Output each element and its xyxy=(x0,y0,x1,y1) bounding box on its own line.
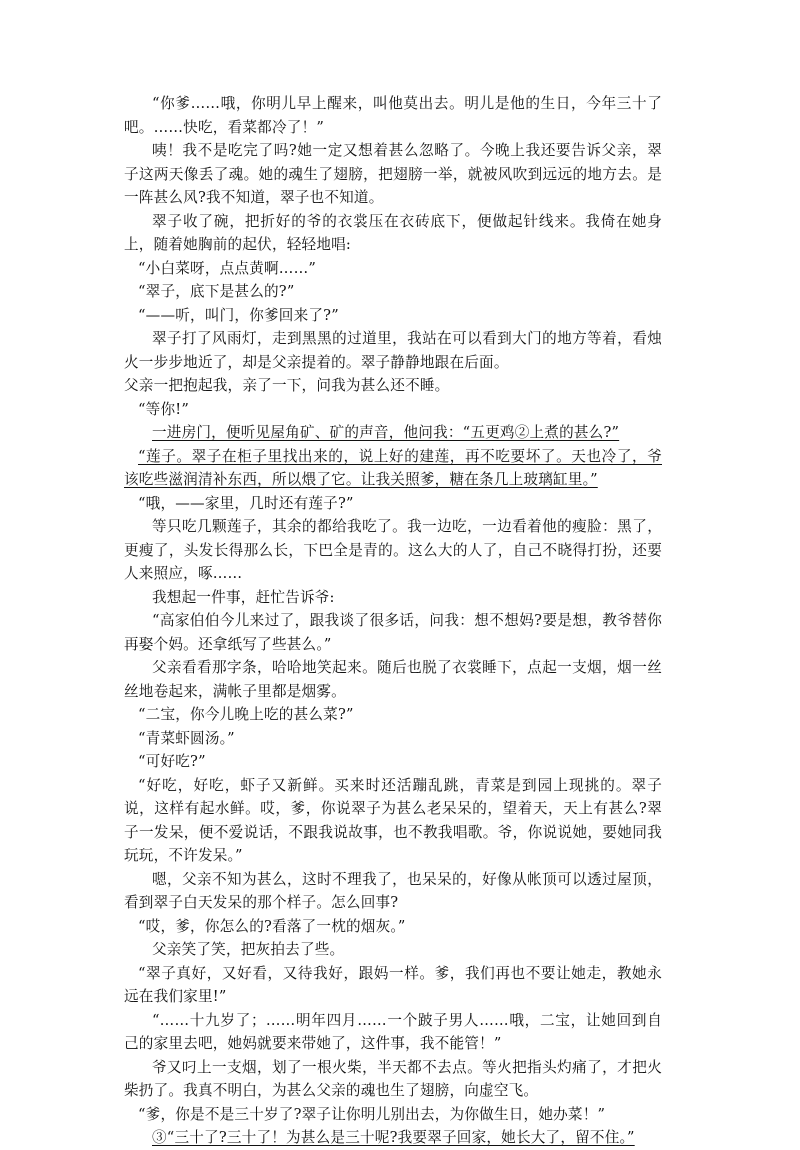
paragraph: “可好吃?” xyxy=(138,753,206,770)
paragraph: “爹，你是不是三十岁了?翠子让你明儿别出去，为你做生日，她办菜！” xyxy=(138,1105,606,1123)
paragraph: 父亲看看那字条，哈哈地笑起来。随后也脱了衣裳睡下，点起一支烟，烟一丝丝地卷起来，满帐子里都是烟雾。 xyxy=(124,659,662,700)
paragraph: “哦，——家里，几时还有莲子?” xyxy=(138,494,354,512)
underlined-paragraph: 一进房门，便听见屋角矿、矿的声音，他问我：“五更鸡②上煮的甚么?” xyxy=(152,424,620,441)
body-text xyxy=(124,92,662,1150)
paragraph: “哎，爹，你怎么的?看落了一枕的烟灰。” xyxy=(138,917,406,935)
paragraph: 咦！我不是吃完了吗?她一定又想着甚么忽略了。今晚上我还要告诉父亲，翠子这两天像丢了魂。她的魂生了翅膀，把翅膀一举，就被风吹到远远的地方去。是一阵甚么风?我不知道，翠子也不知道。 xyxy=(124,142,662,206)
paragraph: 等只吃几颗莲子，其余的都给我吃了。我一边吃，一边看着他的瘦脸：黑了，更瘦了，头发长得那么长，下巴全是青的。这么大的人了，自己不晓得打扮，还要人来照应，啄…… xyxy=(124,518,662,582)
paragraph: “……十九岁了；……明年四月……一个跛子男人……哦，二宝，让她回到自己的家里去吧，她妈就要来带她了，这件事，我不能管！” xyxy=(124,1011,662,1052)
paragraph: “高家伯伯今儿来过了，跟我谈了很多话，问我：想不想妈?要是想，教爷替你再娶个妈。还拿纸写了些甚么。” xyxy=(124,612,662,653)
paragraph: 嗯，父亲不知为甚么，这时不理我了，也呆呆的，好像从帐顶可以透过屋顶，看到翠子白天发呆的那个样子。怎么回事? xyxy=(124,870,662,911)
paragraph: 爷又叼上一支烟，划了一根火柴，半天都不去点。等火把指头灼痛了，才把火柴扔了。我真不明白，为甚么父亲的魂也生了翅膀，向虚空飞。 xyxy=(124,1058,662,1099)
paragraph: 翠子打了风雨灯，走到黑黑的过道里，我站在可以看到大门的地方等着，看烛火一步步地近了，却是父亲提着的。翠子静静地跟在后面。 xyxy=(124,330,662,371)
underlined-paragraph: “莲子。翠子在柜子里找出来的，说上好的建莲，再不吃要坏了。天也冷了，爷该吃些滋润清补东西，所以煨了它。让我关照爹，糖在条几上玻璃缸里。” xyxy=(124,447,662,488)
paragraph: “——听，叫门，你爹回来了?” xyxy=(138,306,339,324)
paragraph: “二宝，你今儿晚上吃的甚么菜?” xyxy=(138,706,354,723)
paragraph: “好吃，好吃，虾子又新鲜。买来时还活蹦乱跳，青菜是到园上现挑的。翠子说，这样有起水鲜。哎，爹，你说翠子为甚么老呆呆的，望着天，天上有甚么?翠子一发呆，便不爱说话，不跟我说故事，也不教我唱歌。爷，你说说她，要她同我玩玩，不许发呆。” xyxy=(124,776,662,864)
paragraph: 我想起一件事，赶忙告诉爷: xyxy=(152,588,335,606)
paragraph: 翠子收了碗，把折好的爷的衣裳压在衣砖底下，便做起针线来。我倚在她身上，随着她胸前的起伏，轻轻地唱: xyxy=(124,212,662,253)
paragraph: “青菜虾圆汤。” xyxy=(138,729,235,747)
paragraph: 父亲笑了笑，把灰拍去了些。 xyxy=(152,941,345,958)
paragraph: “你爹……哦，你明儿早上醒来，叫他莫出去。明儿是他的生日，今年三十了吧。……快吃，看菜都冷了！” xyxy=(124,95,662,136)
paragraph: “翠子，底下是甚么的?” xyxy=(138,283,295,300)
paragraph: “翠子真好，又好看，又待我好，跟妈一样。爹，我们再也不要让她走，教她永远在我们家里!” xyxy=(124,964,662,1005)
paragraph: 父亲一把抱起我，亲了一下，问我为甚么还不睡。 xyxy=(124,377,450,394)
paragraph: “等你!” xyxy=(138,400,189,418)
underlined-paragraph: ③“三十了?三十了！为甚么是三十呢?我要翠子回家，她长大了，留不住。” xyxy=(152,1129,635,1146)
paragraph: “小白菜呀，点点黄啊……” xyxy=(138,259,317,277)
